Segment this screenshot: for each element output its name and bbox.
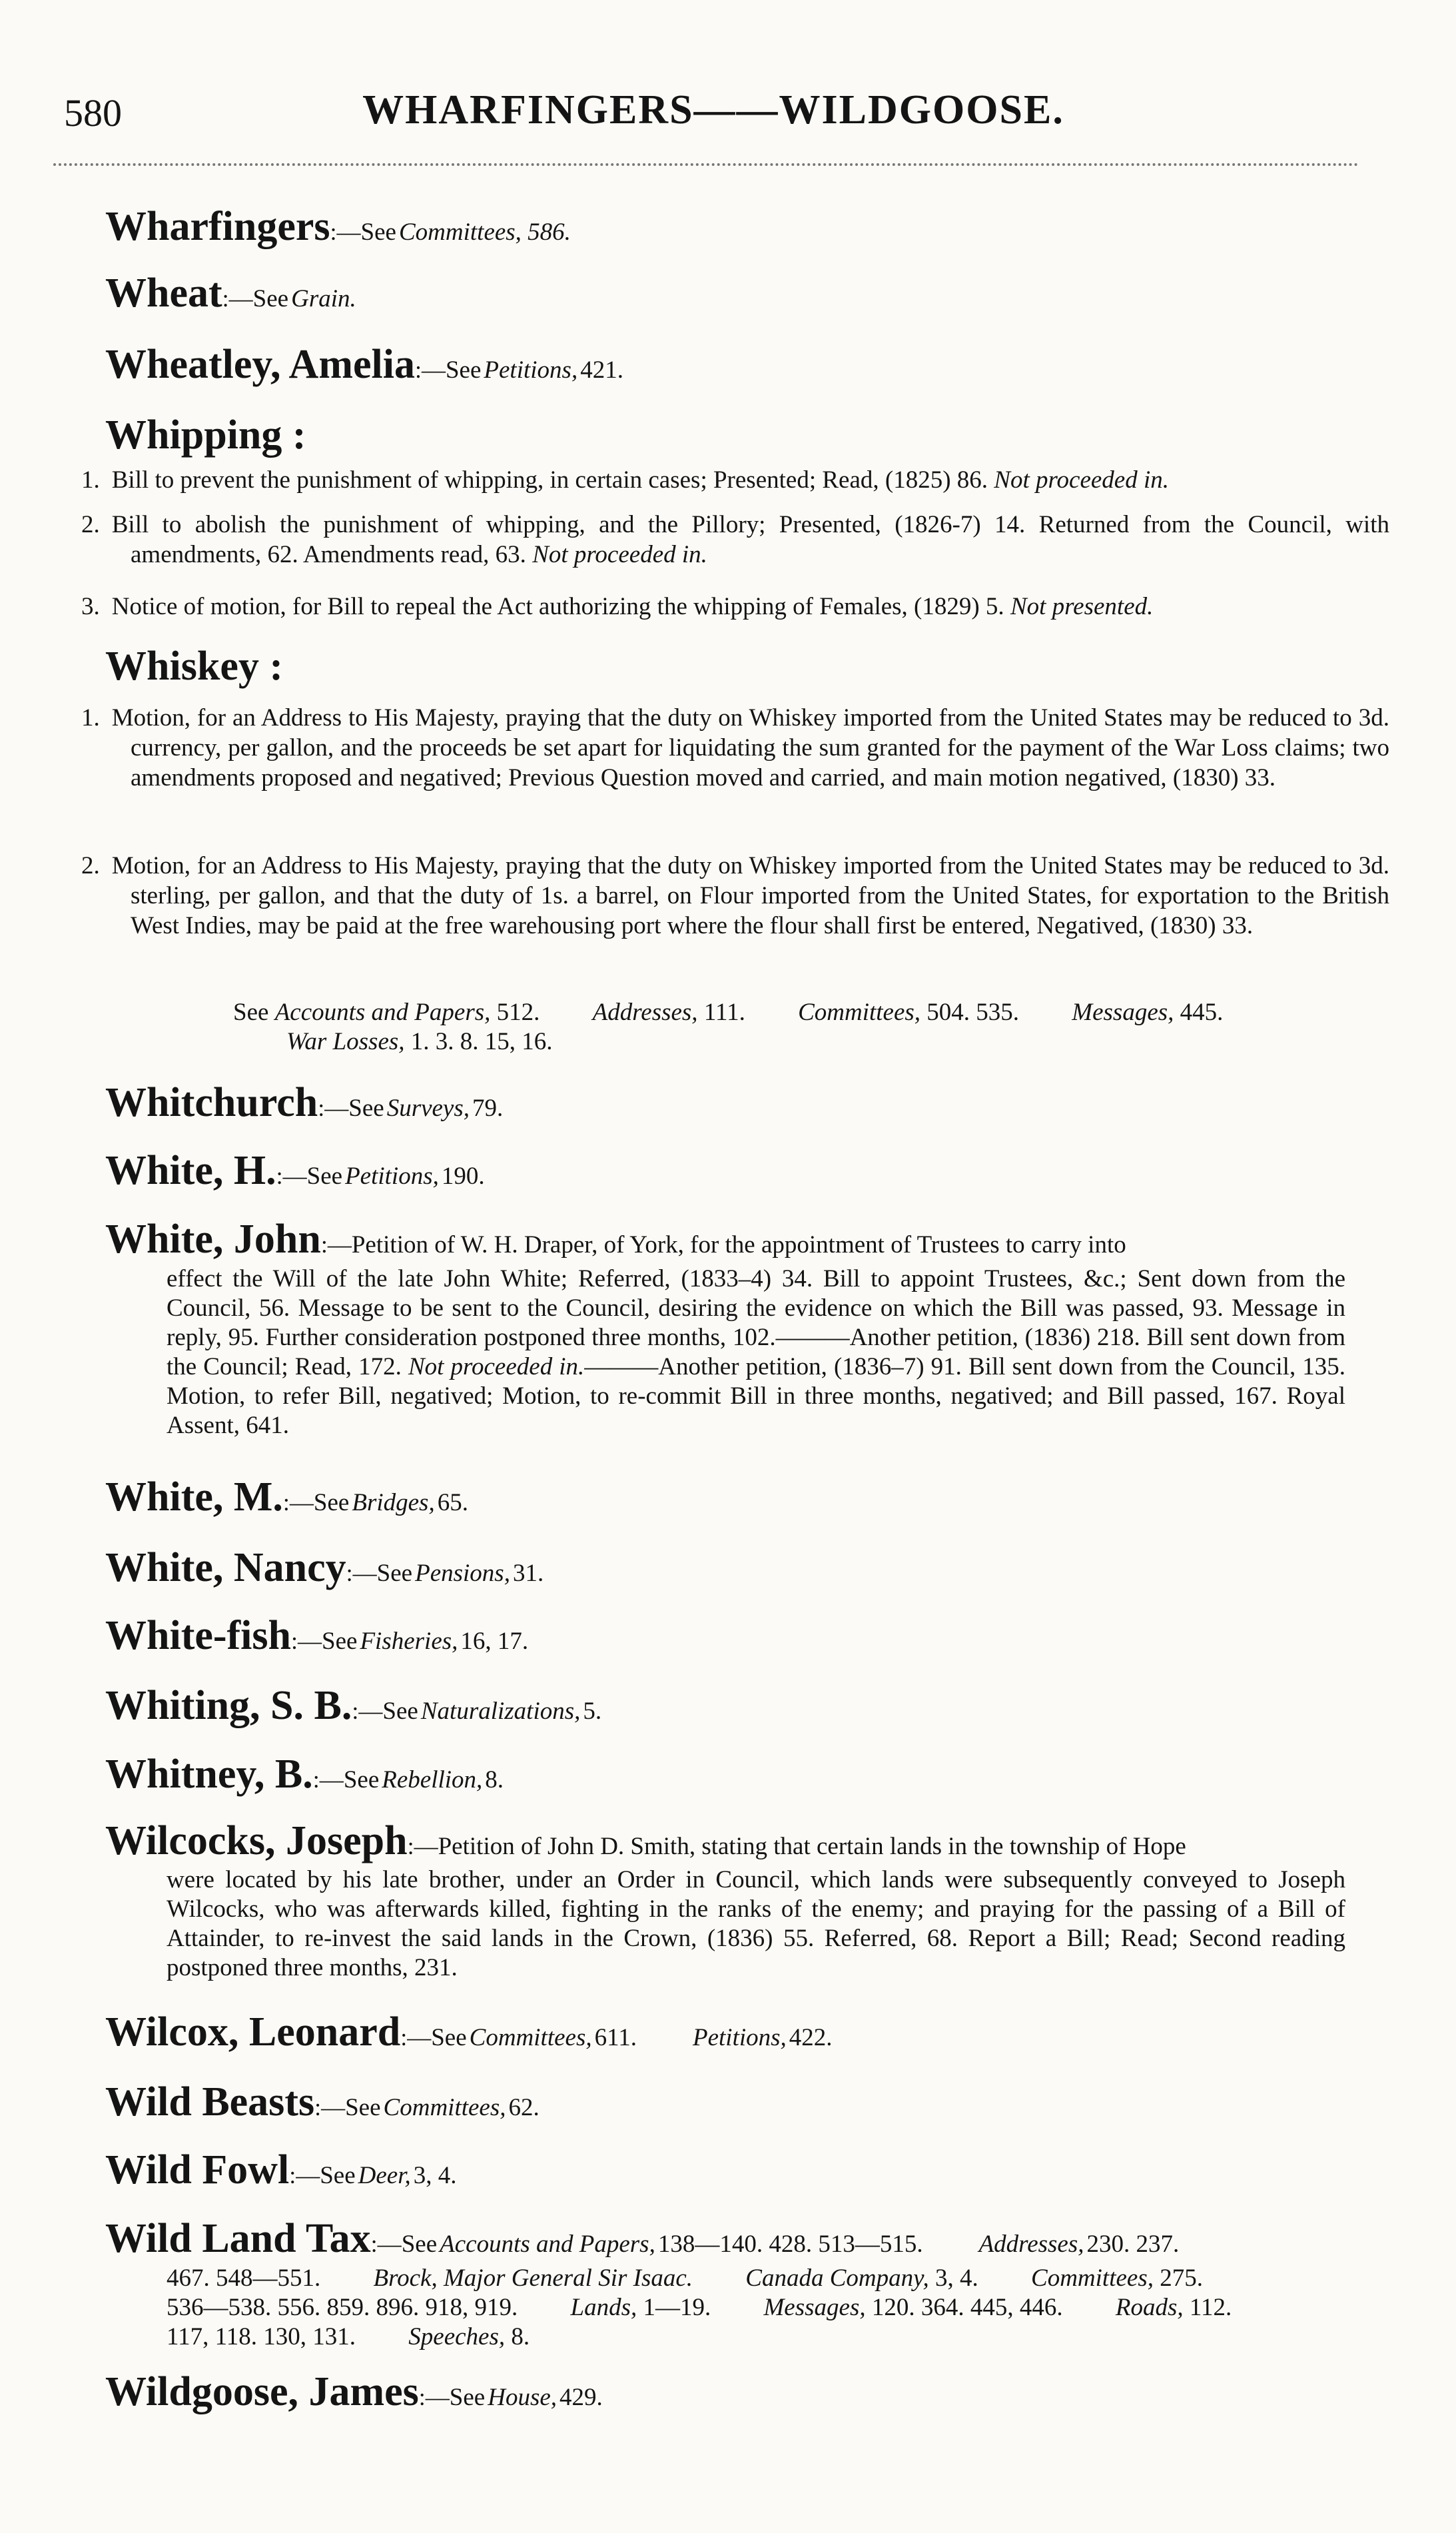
headword: Wheat (105, 270, 222, 316)
headword: Whipping : (105, 412, 306, 458)
cross-reference: Fisheries, (360, 1628, 458, 1655)
cross-reference: Petitions, (484, 356, 578, 384)
cross-reference: Bridges, (352, 1489, 435, 1516)
entry-whiting: Whiting, S. B.:—See Naturalizations, 5. (105, 1683, 602, 1728)
entry-wild-land-tax: Wild Land Tax:—See Accounts and Papers, 138—140. 428. 513—515. Addresses, 230. 237. (105, 2216, 1180, 2261)
entry-wilcocks: Wilcocks, Joseph:—Petition of John D. Smith, stating that certain lands in the township of Hope (105, 1818, 1186, 1863)
entry-wheat: Wheat:—See Grain. (105, 270, 356, 316)
headword: Wild Fowl (105, 2147, 290, 2193)
entry-wheatley: Wheatley, Amelia:—See Petitions, 421. (105, 342, 623, 387)
cross-reference: Committees, (383, 2094, 506, 2121)
entry-wild-fowl: Wild Fowl:—See Deer, 3, 4. (105, 2147, 457, 2193)
see-also-block: See Accounts and Papers, 512. Addresses, 111. Committees, 504. 535. Messages, 445. War Losses, 1. 3. 8. 15, 16. (233, 999, 1224, 1055)
cross-reference: House, (488, 2384, 557, 2411)
cross-reference: Committees, (469, 2024, 592, 2051)
list-item: 3. Notice of motion, for Bill to repeal the Act authorizing the whipping of Females, (1829) 5. Not presented. (81, 593, 1154, 620)
cross-reference: Committees, 586. (398, 219, 571, 246)
headword: Wild Beasts (105, 2079, 315, 2125)
headword: Wilcocks, Joseph (105, 1818, 408, 1863)
cross-reference: Deer, (358, 2162, 411, 2189)
headword: White, John (105, 1217, 321, 1262)
headword: Whiting, S. B. (105, 1683, 352, 1728)
entry-body: were located by his late brother, under an Order in Council, which lands were subsequently conveyed to Joseph Wilcocks, who was afterwards killed, fighting in the ranks of the enemy; and praying for the passing of a Bill of Attainder, to re-invest the said lands in the Crown, (1836) 55. Referred, 68. Report a Bill; Read; Second reading postponed three months, 231. (167, 1866, 1345, 1981)
list-item: 1. Motion, for an Address to His Majesty, praying that the duty on Whiskey imported from the United States may be reduced to 3d. currency, per gallon, and the proceeds be set apart for liquidating the sum granted for the payment of the War Loss claims; two amendments proposed and negatived; Previous Question moved and carried, and main motion negatived, (1830) 33. (81, 704, 1389, 791)
page-number: 580 (64, 91, 122, 135)
headword: Wheatley, Amelia (105, 342, 415, 387)
headword: Wild Land Tax (105, 2216, 371, 2261)
headword: Wilcox, Leonard (105, 2009, 401, 2055)
entry-whitney: Whitney, B.:—See Rebellion, 8. (105, 1752, 504, 1797)
entry-body: effect the Will of the late John White; Referred, (1833–4) 34. Bill to appoint Trustees, &c.; Sent down from the Council, 56. Message to be sent to the Council, desiring the evidence on which the Bill was passed, 93. Message in reply, 95. Further consideration postponed three months, 102.———Another petition, (1836) 218. Bill sent down from the Council; Read, 172. Not proceeded in.———Another petition, (1836–7) 91. Bill sent down from the Council, 135. Motion, to refer Bill, negatived; Motion, to re-commit Bill in three months, negatived; and Bill passed, 167. Royal Assent, 641. (167, 1265, 1346, 1439)
entry-wild-beasts: Wild Beasts:—See Committees, 62. (105, 2079, 540, 2125)
cross-reference: Naturalizations, (420, 1698, 581, 1725)
headword: White, H. (105, 1148, 276, 1193)
page-reference: 421. (580, 356, 623, 384)
headword: White, M. (105, 1474, 283, 1520)
headword: Whitney, B. (105, 1752, 313, 1797)
headword: Wildgoose, James (105, 2369, 419, 2414)
entry-white-john: White, John:—Petition of W. H. Draper, of York, for the appointment of Trustees to carry into (105, 1217, 1126, 1262)
header-rule (53, 163, 1359, 166)
entry-body: 467. 548—551. Brock, Major General Sir Isaac. Canada Company, 3, 4. Committees, 275. 536—538. 556. 859. 896. 918, 919. Lands, 1—19. Messages, 120. 364. 445, 446. Roads, 112. 117, 118. 130, 131. Speeches, 8. (167, 2265, 1232, 2350)
list-item: 2. Bill to abolish the punishment of whipping, and the Pillory; Presented, (1826-7) 14. Returned from the Council, with amendments, 62. Amendments read, 63. Not proceeded in. (81, 511, 1389, 568)
cross-reference: Petitions, (693, 2024, 787, 2051)
headword: Wharfingers (105, 204, 330, 249)
running-header (64, 79, 1363, 139)
list-item: 1. Bill to prevent the punishment of whipping, in certain cases; Presented; Read, (1825) 86. Not proceeded in. (81, 466, 1169, 494)
entry-white-m: White, M.:—See Bridges, 65. (105, 1474, 468, 1520)
entry-wharfingers: Wharfingers:—See Committees, 586. (105, 204, 571, 249)
cross-reference: Petitions, (345, 1163, 439, 1190)
running-title: WHARFINGERS——WILDGOOSE. (362, 87, 1064, 133)
headword: Whiskey : (105, 644, 283, 689)
cross-reference: Grain. (291, 285, 356, 312)
headword: Whitchurch (105, 1080, 318, 1125)
entry-wilcox: Wilcox, Leonard:—See Committees, 611. Petitions, 422. (105, 2009, 833, 2055)
headword: White, Nancy (105, 1545, 346, 1590)
headword: White-fish (105, 1613, 291, 1658)
entry-whiskey (105, 643, 1344, 690)
entry-whitchurch: Whitchurch:—See Surveys, 79. (105, 1080, 504, 1125)
cross-reference: Surveys, (386, 1095, 470, 1122)
cross-reference: Pensions, (415, 1560, 510, 1587)
entry-whipping (105, 412, 1344, 459)
entry-white-fish: White-fish:—See Fisheries, 16, 17. (105, 1613, 529, 1658)
list-item: 2. Motion, for an Address to His Majesty, praying that the duty on Whiskey imported from the United States may be reduced to 3d. sterling, per gallon, and that the duty of 1s. a barrel, on Flour imported from the United States, for exportation to the British West Indies, may be paid at the free warehousing port where the flour shall first be entered, Negatived, (1830) 33. (81, 852, 1389, 939)
entry-white-h: White, H.:—See Petitions, 190. (105, 1148, 485, 1193)
cross-reference: Rebellion, (382, 1766, 483, 1793)
entry-wildgoose: Wildgoose, James:—See House, 429. (105, 2369, 603, 2414)
entry-white-nancy: White, Nancy:—See Pensions, 31. (105, 1545, 544, 1590)
